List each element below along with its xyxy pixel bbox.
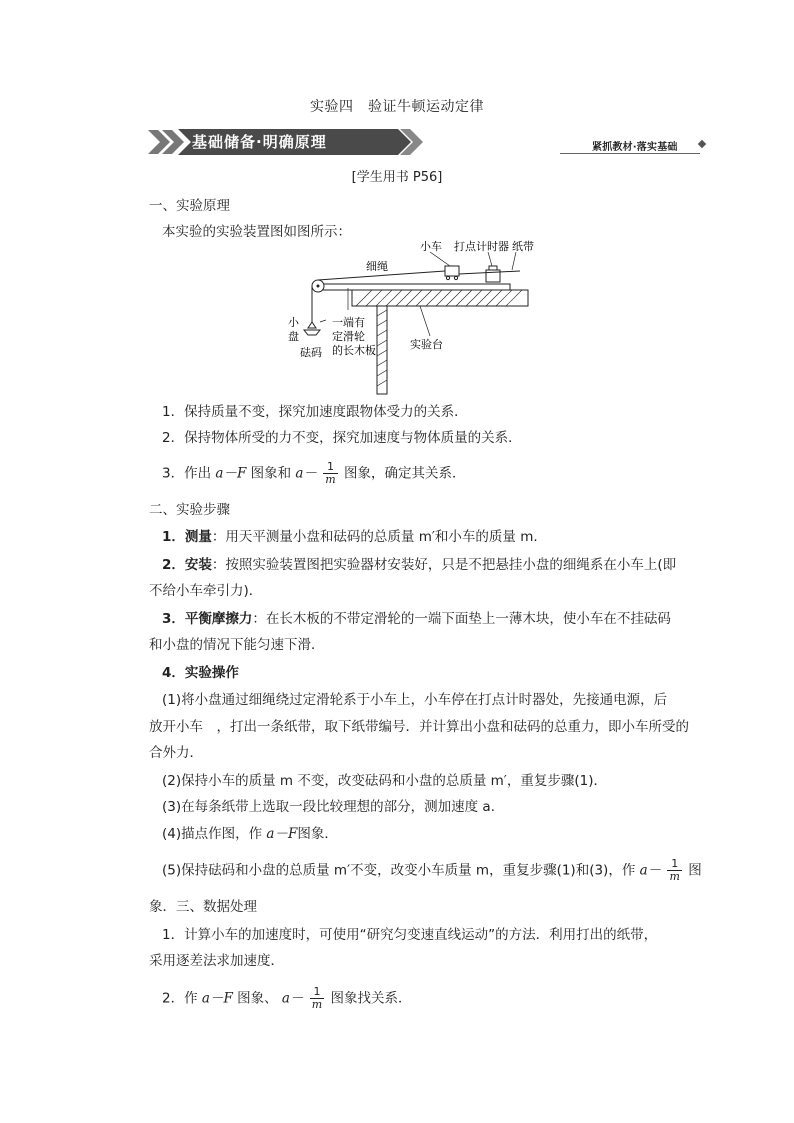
operation-4: (4)描点作图，作 a－F图象．	[162, 826, 338, 842]
label-cart: 小车	[420, 240, 442, 253]
operation-1c: 合外力．	[149, 745, 203, 761]
label-pan-1: 小	[288, 316, 299, 329]
operation-5-cont: 象．三、数据处理	[149, 899, 257, 915]
data-item-1b: 采用逐差法求加速度．	[149, 953, 284, 969]
label-table: 实验台	[410, 338, 443, 351]
section1-heading: 一、实验原理	[149, 198, 230, 214]
label-board-3: 的长木板	[332, 344, 376, 357]
banner-rule	[560, 153, 700, 154]
label-board-1: 一端有	[332, 316, 365, 329]
operation-1b: 放开小车 ，打出一条纸带，取下纸带编号．并计算出小盘和砝码的总重力，即小车所受的	[149, 719, 689, 735]
operation-2: (2)保持小车的质量 m 不变，改变砝码和小盘的总质量 m′，重复步骤(1)．	[162, 773, 607, 789]
step-3-cont: 和小盘的情况下能匀速下滑．	[149, 637, 325, 653]
label-pan-2: 盘	[288, 330, 299, 343]
data-item-1a: 1．计算小车的加速度时，可使用“研究匀变速直线运动”的方法．利用打出的纸带，	[162, 927, 658, 943]
label-weight: 砝码	[300, 346, 322, 359]
label-tape: 纸带	[512, 240, 534, 253]
section2-heading: 二、实验步骤	[149, 502, 230, 518]
fraction-one-over-m: $\frac{1}{m}$	[325, 460, 336, 486]
apparatus-diagram	[280, 238, 560, 398]
operation-3: (3)在每条纸带上选取一段比较理想的部分，测加速度 a.	[162, 799, 495, 815]
section1-intro: 本实验的实验装置图如图所示：	[162, 224, 351, 240]
page-title: 实验四 验证牛顿运动定律	[310, 99, 484, 115]
data-item-2: 2．作 a－F 图象、 a－ $\frac{1}{m}$ 图象找关系．	[162, 985, 412, 1011]
step-4: 4．实验操作	[162, 665, 239, 681]
step-1: 1．测量：用天平测量小盘和砝码的总质量 m′和小车的质量 m.	[162, 529, 538, 545]
banner-left-text: 基础储备·明确原理	[192, 133, 327, 151]
principle-item-1: 1．保持质量不变，探究加速度跟物体受力的关系．	[162, 404, 468, 420]
operation-1a: (1)将小盘通过细绳绕过定滑轮系于小车上，小车停在打点计时器处，先接通电源，后	[162, 692, 668, 708]
principle-item-2: 2．保持物体所受的力不变，探究加速度与物体质量的关系．	[162, 430, 522, 446]
operation-5: (5)保持砝码和小盘的总质量 m′不变，改变小车质量 m，重复步骤(1)和(3)，作 a－ $\frac{1}{m}$ 图	[162, 857, 702, 883]
fraction-one-over-m: $\frac{1}{m}$	[311, 985, 323, 1011]
principle-item-3: 3．作出 a－F 图象和 a－ $\frac{1}{m}$ 图象，确定其关系．	[162, 460, 466, 486]
label-rope: 细绳	[366, 260, 388, 273]
step-3: 3．平衡摩擦力：在长木板的不带定滑轮的一端下面垫上一薄木块，使小车在不挂砝码	[162, 611, 671, 627]
book-reference: [学生用书 P56]	[351, 170, 443, 185]
label-board-2: 定滑轮	[332, 330, 365, 343]
fraction-one-over-m: $\frac{1}{m}$	[669, 857, 680, 883]
banner-right-text: 紧抓教材·落实基础	[592, 142, 678, 153]
step-2: 2．安装：按照实验装置图把实验器材安装好，只是不把悬挂小盘的细绳系在小车上(即	[162, 557, 677, 573]
step-2-cont: 不给小车牵引力)．	[149, 583, 263, 599]
label-timer: 打点计时器	[454, 240, 509, 253]
